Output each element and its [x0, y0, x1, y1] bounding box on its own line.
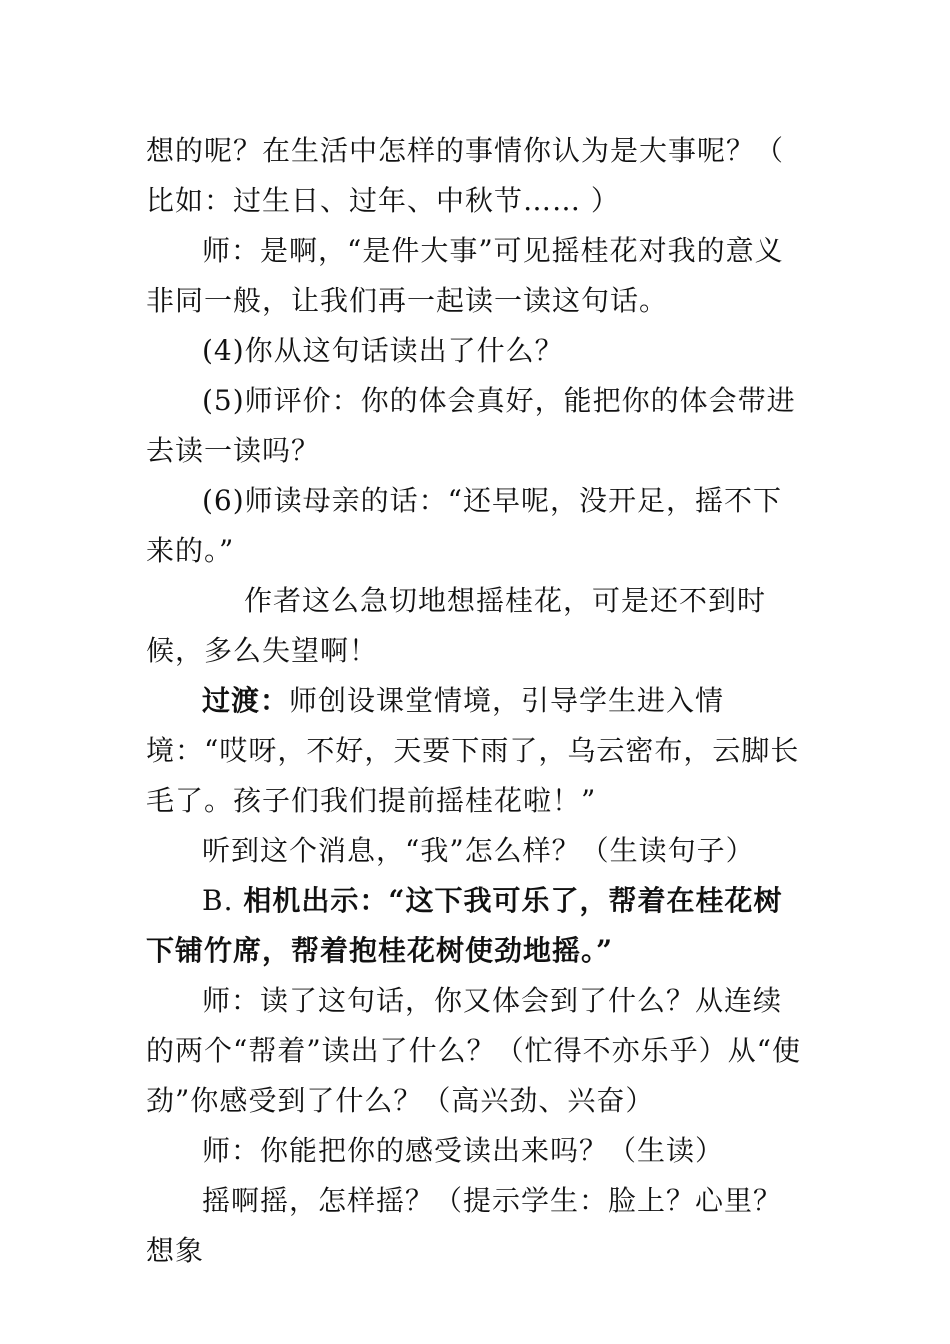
- paragraph-step-4: (4)你从这句话读出了什么？: [202, 334, 564, 367]
- paragraph-hear-news: 听到这个消息，“我”怎么样？（生读句子）: [202, 834, 755, 867]
- paragraph-teacher-significance: 师：是啊，“是件大事”可见摇桂花对我的意义非同一般，让我们再一起读一读这句话。: [146, 234, 784, 317]
- paragraph-shake: 摇啊摇，怎样摇？（提示学生：脸上？心里？想象: [146, 1184, 783, 1267]
- transition-label: 过渡：: [202, 684, 290, 717]
- section-b-prefix: B.: [202, 884, 244, 917]
- section-b-quote: 相机出示：“这下我可乐了，帮着在桂花树下铺竹席，帮着抱桂花树使劲地摇。”: [146, 884, 783, 967]
- document-page: [146, 126, 810, 1276]
- paragraph-continuation: [146, 126, 810, 226]
- paragraph-section-b: [146, 876, 810, 976]
- paragraph-author-disappointed: 作者这么急切地想摇桂花，可是还不到时候，多么失望啊！: [146, 584, 767, 667]
- transition-text: 师创设课堂情境，引导学生进入情境：“哎呀，不好，天要下雨了，乌云密布，云脚长毛了。孩子们我们提前摇桂花啦！”: [146, 684, 800, 817]
- paragraph-teacher-question: 师：读了这句话，你又体会到了什么？从连续的两个“帮着”读出了什么？（忙得不亦乐乎）从“使劲”你感受到了什么？（高兴劲、兴奋）: [146, 984, 801, 1117]
- paragraph-step-6: (6)师读母亲的话：“还早呢，没开足，摇不下来的。”: [146, 484, 782, 567]
- paragraph-teacher-read: 师：你能把你的感受读出来吗？（生读）: [202, 1134, 725, 1167]
- paragraph-transition: [146, 676, 810, 826]
- paragraph-step-5: (5)师评价：你的体会真好，能把你的体会带进去读一读吗？: [146, 384, 796, 467]
- paragraph-line: 比如：过生日、过年、中秋节…… ）: [146, 184, 620, 217]
- paragraph-line: 想的呢？在生活中怎样的事情你认为是大事呢？（: [146, 134, 785, 167]
